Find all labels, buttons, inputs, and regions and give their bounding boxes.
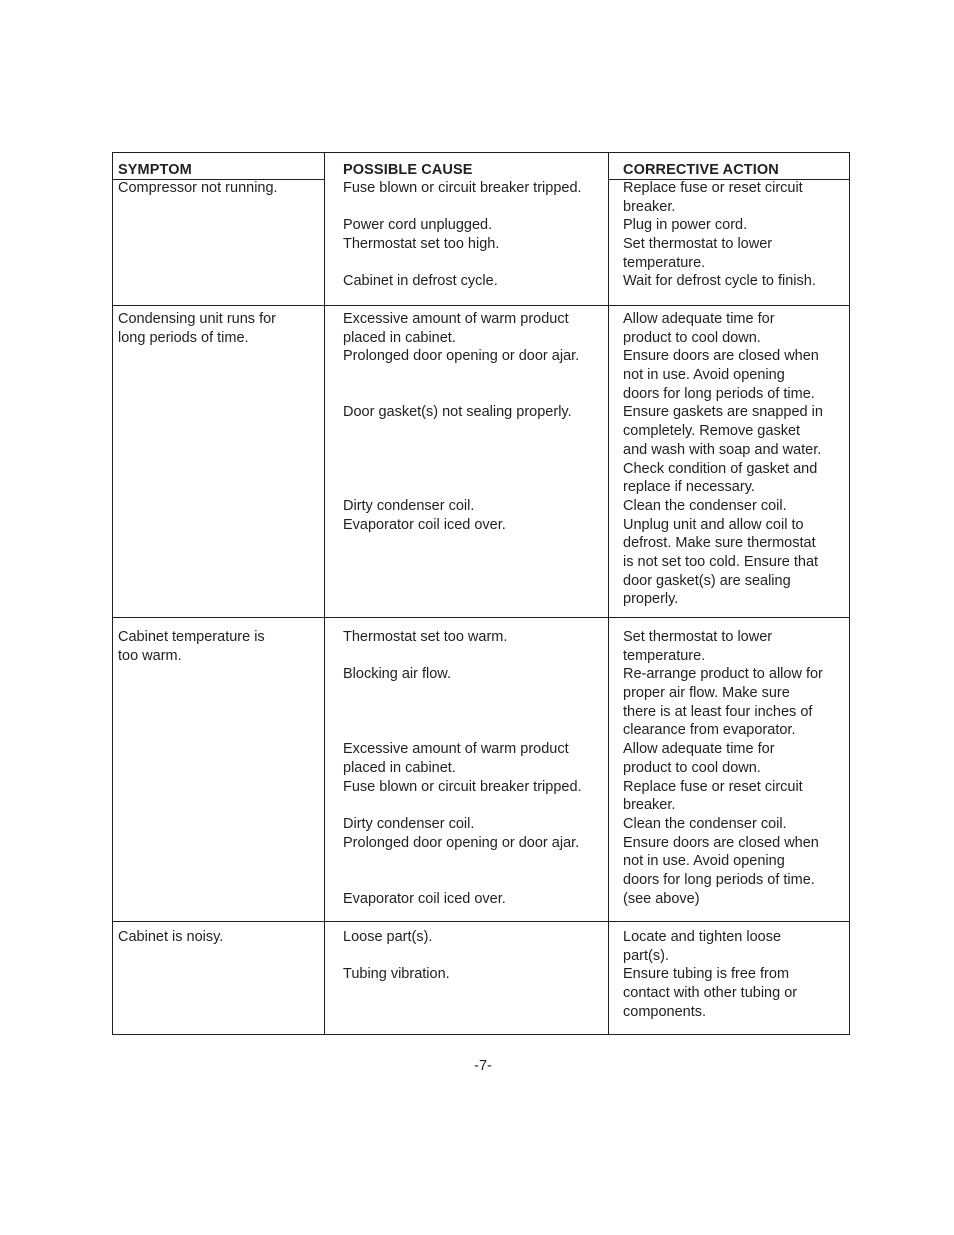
cell-line: part(s). <box>623 947 669 964</box>
row-1-action <box>623 179 816 291</box>
cell-line: Prolonged door opening or door ajar. <box>343 348 580 365</box>
cell-line: Compressor not running. <box>118 180 278 196</box>
cell-line: (see above) <box>623 890 700 907</box>
cell-line: Ensure tubing is free from <box>623 966 790 983</box>
cell-line: Locate and tighten loose <box>623 929 782 945</box>
cell-line: is not set too cold. Ensure that <box>623 553 819 570</box>
cell-line: Tubing vibration. <box>343 966 450 983</box>
cell-line <box>343 796 582 815</box>
column-divider <box>324 153 325 1034</box>
cell-line: too warm. <box>118 647 182 664</box>
row-2-action <box>623 310 823 609</box>
cell-line: Cabinet temperature is <box>118 629 265 645</box>
row-divider <box>113 617 849 618</box>
cell-line: Clean the condenser coil. <box>623 815 787 832</box>
cell-line: Allow adequate time for <box>623 741 775 758</box>
row-3-symptom <box>118 628 265 665</box>
cell-line: Dirty condenser coil. <box>343 815 475 832</box>
cell-line: not in use. Avoid opening <box>623 367 785 384</box>
row-3-action <box>623 628 823 908</box>
cell-line <box>343 703 582 722</box>
cell-line <box>343 684 582 703</box>
row-1-cause <box>343 179 582 291</box>
header-possible-cause: POSSIBLE CAUSE <box>343 162 473 178</box>
cell-line: Prolonged door opening or door ajar. <box>343 834 580 851</box>
cell-line: Replace fuse or reset circuit <box>623 180 803 196</box>
cell-line: components. <box>623 1003 707 1020</box>
cell-line: Loose part(s). <box>343 929 433 945</box>
cell-line: Thermostat set too warm. <box>343 629 508 645</box>
page-number: -7- <box>474 1058 492 1074</box>
cell-line <box>343 947 450 966</box>
cell-line: Cabinet in defrost cycle. <box>343 273 498 290</box>
cell-line: Check condition of gasket and <box>623 460 818 477</box>
cell-line: breaker. <box>623 797 676 814</box>
cell-line: temperature. <box>623 254 706 271</box>
cell-line <box>343 721 582 740</box>
row-2-cause <box>343 310 579 534</box>
row-3-cause <box>343 628 582 908</box>
cell-line: Fuse blown or circuit breaker tripped. <box>343 778 582 795</box>
row-4-action <box>623 928 797 1021</box>
row-divider <box>113 305 849 306</box>
cell-line: Allow adequate time for <box>623 311 775 327</box>
cell-line: Dirty condenser coil. <box>343 497 475 514</box>
cell-line: Evaporator coil iced over. <box>343 516 506 533</box>
cell-line <box>343 441 579 460</box>
cell-line: Power cord unplugged. <box>343 217 493 234</box>
cell-line <box>343 478 579 497</box>
cell-line <box>343 254 582 273</box>
cell-line: Excessive amount of warm product <box>343 311 569 327</box>
cell-line: Blocking air flow. <box>343 666 451 683</box>
cell-line: Evaporator coil iced over. <box>343 890 506 907</box>
cell-line: Cabinet is noisy. <box>118 929 224 945</box>
cell-line <box>343 366 579 385</box>
cell-line: breaker. <box>623 198 676 215</box>
cell-line: proper air flow. Make sure <box>623 685 790 702</box>
cell-line: clearance from evaporator. <box>623 722 796 739</box>
cell-line: completely. Remove gasket <box>623 423 801 440</box>
cell-line: Ensure doors are closed when <box>623 834 819 851</box>
cell-line: Ensure gaskets are snapped in <box>623 404 823 421</box>
cell-line: not in use. Avoid opening <box>623 853 785 870</box>
troubleshooting-table <box>112 152 850 1035</box>
cell-line <box>343 460 579 479</box>
cell-line: Wait for defrost cycle to finish. <box>623 273 816 290</box>
cell-line <box>343 852 582 871</box>
cell-line: Unplug unit and allow coil to <box>623 516 804 533</box>
cell-line: and wash with soap and water. <box>623 441 822 458</box>
cell-line <box>343 422 579 441</box>
cell-line: Condensing unit runs for <box>118 311 276 327</box>
cell-line: placed in cabinet. <box>343 759 456 776</box>
cell-line: there is at least four inches of <box>623 703 813 720</box>
column-divider <box>608 153 609 1034</box>
row-4-symptom <box>118 928 223 947</box>
cell-line <box>343 871 582 890</box>
cell-line: Thermostat set too high. <box>343 236 500 253</box>
cell-line <box>343 198 582 217</box>
cell-line: Set thermostat to lower <box>623 236 773 253</box>
cell-line: Set thermostat to lower <box>623 629 773 645</box>
cell-line <box>343 385 579 404</box>
row-divider <box>113 921 849 922</box>
cell-line <box>343 647 582 666</box>
cell-line: long periods of time. <box>118 329 249 346</box>
cell-line: Clean the condenser coil. <box>623 497 787 514</box>
cell-line: Ensure doors are closed when <box>623 348 819 365</box>
row-2-symptom <box>118 310 276 347</box>
cell-line: defrost. Make sure thermostat <box>623 535 816 552</box>
cell-line: Re-arrange product to allow for <box>623 666 823 683</box>
cell-line: doors for long periods of time. <box>623 871 815 888</box>
cell-line: contact with other tubing or <box>623 985 798 1002</box>
header-symptom: SYMPTOM <box>118 162 192 178</box>
cell-line: door gasket(s) are sealing <box>623 572 791 589</box>
cell-line: doors for long periods of time. <box>623 385 815 402</box>
cell-line: product to cool down. <box>623 329 761 346</box>
cell-line: product to cool down. <box>623 759 761 776</box>
cell-line: temperature. <box>623 647 706 664</box>
row-4-cause <box>343 928 450 984</box>
cell-line: replace if necessary. <box>623 479 755 496</box>
cell-line: Excessive amount of warm product <box>343 741 569 758</box>
cell-line: Door gasket(s) not sealing properly. <box>343 404 572 421</box>
row-1-symptom <box>118 179 278 198</box>
cell-line: properly. <box>623 591 679 608</box>
header-corrective-action: CORRECTIVE ACTION <box>623 162 779 178</box>
cell-line: Fuse blown or circuit breaker tripped. <box>343 180 582 196</box>
cell-line: Replace fuse or reset circuit <box>623 778 803 795</box>
cell-line: Plug in power cord. <box>623 217 748 234</box>
cell-line: placed in cabinet. <box>343 329 456 346</box>
